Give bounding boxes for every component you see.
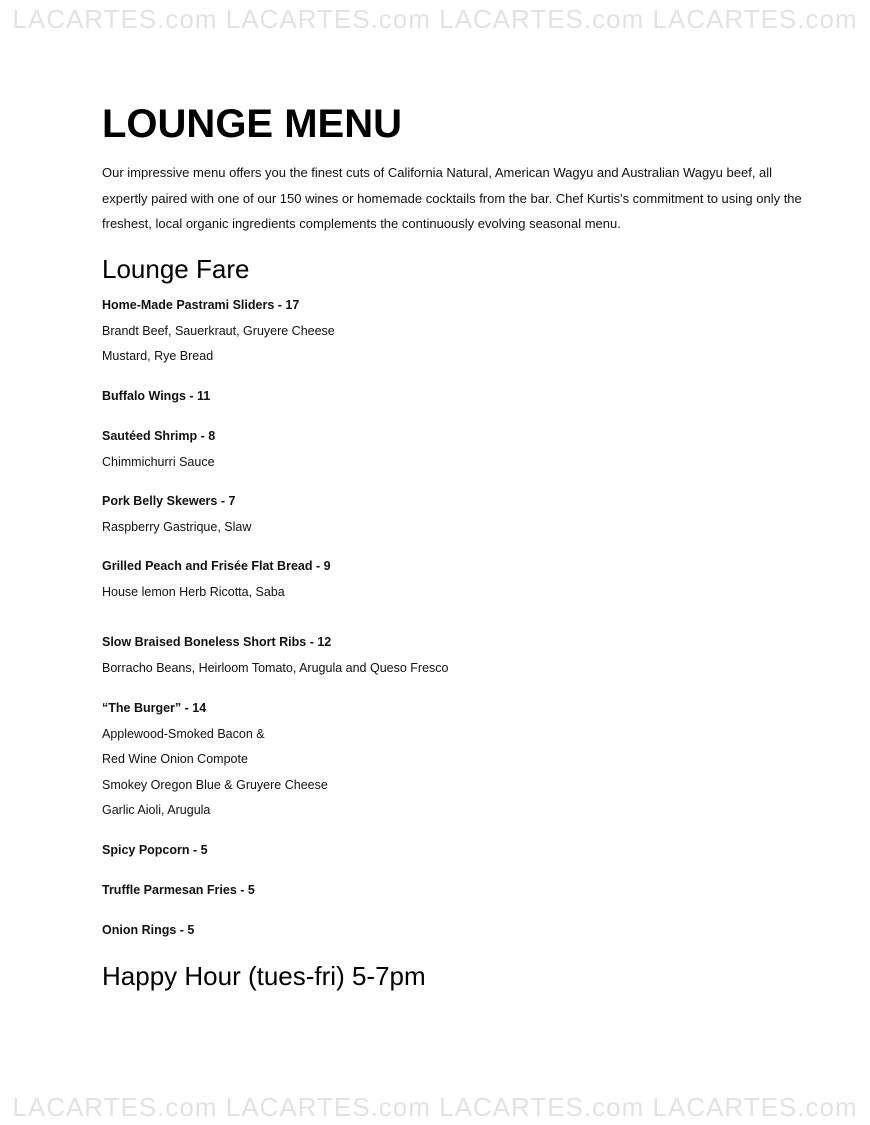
menu-item-description: Garlic Aioli, Arugula [102, 803, 211, 817]
menu-item-description: Borracho Beans, Heirloom Tomato, Arugula and Queso Fresco [102, 660, 449, 675]
menu-item-description: Red Wine Onion Compote [102, 752, 248, 766]
menu-item-description: Applewood-Smoked Bacon & [102, 726, 265, 741]
menu-item-onion-rings [102, 918, 802, 944]
lounge-fare-heading: Lounge Fare [102, 254, 250, 284]
menu-item-description: Mustard, Rye Bread [102, 349, 214, 363]
menu-item-name: Spicy Popcorn - 5 [102, 843, 208, 857]
menu-item-name: Pork Belly Skewers - 7 [102, 494, 236, 508]
menu-item-pork-belly-skewers [102, 489, 802, 540]
menu-item-sauteed-shrimp [102, 424, 802, 475]
menu-item-description: Raspberry Gastrique, Slaw [102, 519, 252, 534]
menu-item-description: House lemon Herb Ricotta, Saba [102, 584, 285, 599]
menu-item-name: Slow Braised Boneless Short Ribs - 12 [102, 635, 332, 649]
menu-item-name: Truffle Parmesan Fries - 5 [102, 883, 255, 897]
menu-item-name: Home-Made Pastrami Sliders - 17 [102, 298, 300, 312]
menu-item-the-burger [102, 696, 802, 824]
menu-item-truffle-fries [102, 878, 802, 904]
menu-item-description: Brandt Beef, Sauerkraut, Gruyere Cheese [102, 323, 335, 338]
menu-item-name: Sautéed Shrimp - 8 [102, 429, 216, 443]
menu-item-description: Smokey Oregon Blue & Gruyere Cheese [102, 777, 328, 792]
menu-item-name: Buffalo Wings - 11 [102, 389, 211, 403]
menu-item-flat-bread [102, 554, 802, 605]
menu-item-description: Chimmichurri Sauce [102, 454, 215, 469]
menu-item-pastrami-sliders [102, 293, 802, 370]
menu-item-buffalo-wings [102, 384, 802, 410]
watermark-top: LACARTES.com LACARTES.com LACARTES.com LACARTES.com [12, 4, 858, 34]
watermark-bottom: LACARTES.com LACARTES.com LACARTES.com LACARTES.com [12, 1092, 858, 1122]
menu-item-name: Onion Rings - 5 [102, 923, 195, 937]
menu-item-name: Grilled Peach and Frisée Flat Bread - 9 [102, 559, 331, 573]
happy-hour-heading: Happy Hour (tues-fri) 5-7pm [102, 961, 426, 991]
menu-item-name: “The Burger” - 14 [102, 701, 207, 715]
page-title: LOUNGE MENU [102, 102, 402, 146]
menu-item-short-ribs [102, 630, 802, 681]
menu-item-spicy-popcorn [102, 838, 802, 864]
intro-paragraph: Our impressive menu offers you the finest cuts of California Natural, American Wagyu and Australian Wagyu beef, all expertly paired with one of our 150 wines or homemade cocktails from the bar. Chef Kurtis's commitment to using only the freshest, local organic ingredients complements the continuously evolving seasonal menu. [102, 165, 802, 231]
